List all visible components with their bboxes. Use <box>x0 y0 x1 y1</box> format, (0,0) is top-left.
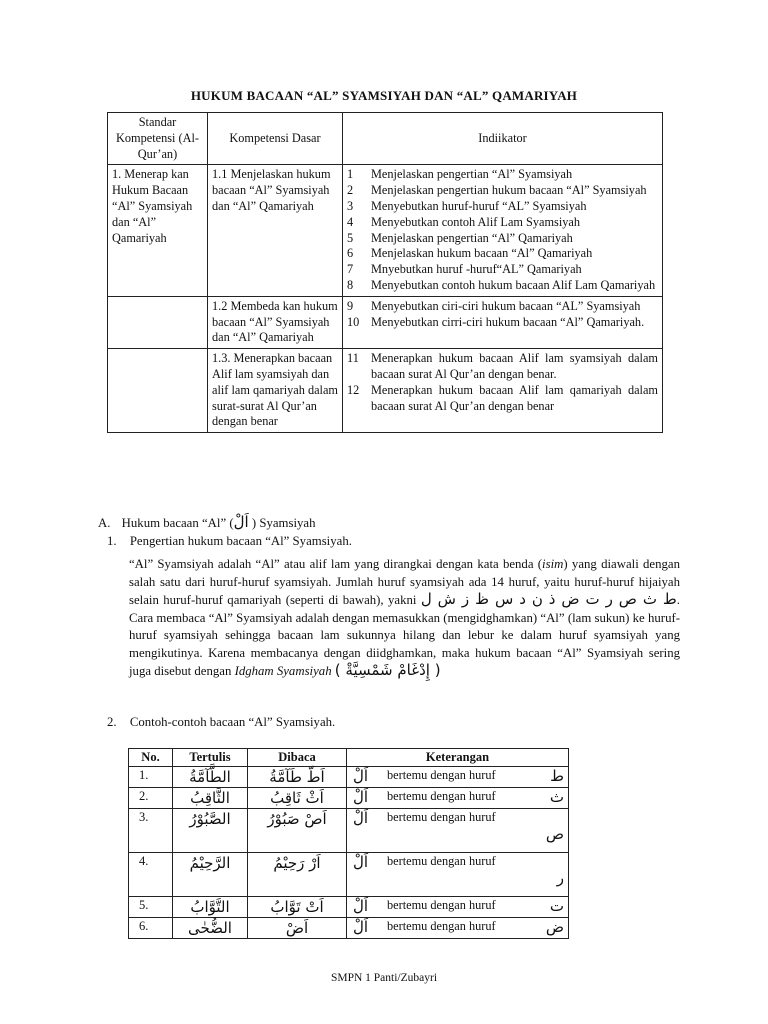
indikator-number: 9 <box>347 298 354 313</box>
kompetensi-dasar-cell: 1.2 Membeda kan hukum bacaan “Al” Syamsiyah dan “Al” Qamariyah <box>208 296 343 348</box>
page-footer: SMPN 1 Panti/Zubayri <box>330 972 438 984</box>
indikator-text: Menyebutkan contoh Alif Lam Syamsiyah <box>371 214 581 229</box>
section-a-post: ) Syamsiyah <box>248 516 316 530</box>
al-glyph: اَلْ <box>353 853 369 871</box>
header-standar-kompetensi: Standar Kompetensi (Al-Qur’an) <box>108 113 208 165</box>
header-keterangan: Keterangan <box>347 749 569 767</box>
item-2-text: Contoh-contoh bacaan “Al” Syamsiyah. <box>129 715 336 729</box>
paragraph-part-1: “Al” Syamsiyah adalah “Al” atau alif lam yang dirangkai dengan kata benda ( <box>129 557 543 571</box>
example-keterangan <box>347 809 569 853</box>
huruf-glyph: ت <box>549 897 564 915</box>
competency-table <box>107 112 663 433</box>
competency-row <box>108 165 663 296</box>
example-no: 2. <box>129 788 173 809</box>
section-a-label: A. <box>98 516 111 530</box>
example-tertulis: الضُّحٰى <box>173 918 248 939</box>
syamsiyah-letters: ط ث ص ر ت ض ذ ن د س ظ ز ش ل <box>420 590 677 608</box>
keterangan-text: bertemu dengan huruf <box>387 898 496 912</box>
isim-term: isim <box>542 557 564 571</box>
competency-row <box>108 296 663 348</box>
al-glyph: اَلْ <box>353 767 369 785</box>
indikator-cell <box>343 165 663 296</box>
huruf-glyph: ص <box>545 825 564 843</box>
indikator-text: Menerapkan hukum bacaan Alif lam qamariyah dalam bacaan surat Al Qur’an dengan benar <box>371 382 658 413</box>
example-no: 4. <box>129 853 173 897</box>
example-tertulis: الرَّحِيْمُ <box>173 853 248 897</box>
example-no: 1. <box>129 767 173 788</box>
indikator-text: Menyebutkan ciri-ciri hukum bacaan “AL” Syamsiyah <box>371 298 641 313</box>
example-dibaca: اَصْ صَبُوْرُ <box>248 809 347 853</box>
example-no: 3. <box>129 809 173 853</box>
example-keterangan <box>347 767 569 788</box>
item-2-number: 2. <box>107 715 117 729</box>
header-dibaca: Dibaca <box>248 749 347 767</box>
example-tertulis: الطَّآمَّةُ <box>173 767 248 788</box>
indikator-number: 1 <box>347 167 354 182</box>
section-a-heading <box>98 514 316 532</box>
example-tertulis: الثَّاقِبُ <box>173 788 248 809</box>
al-glyph: اَلْ <box>353 918 369 936</box>
section-a-pre: Hukum bacaan “Al” ( <box>121 516 234 530</box>
indikator-text: Menyebutkan contoh hukum bacaan Alif Lam Qamariyah <box>371 277 656 292</box>
indikator-item <box>347 199 658 215</box>
indikator-number: 2 <box>347 183 354 198</box>
example-dibaca: اَثْ ثَاقِبُ <box>248 788 347 809</box>
al-glyph: اَلْ <box>353 788 369 806</box>
indikator-text: Menjelaskan pengertian “Al” Qamariyah <box>371 230 573 245</box>
example-row <box>129 788 569 809</box>
huruf-glyph: ث <box>549 788 564 806</box>
indikator-item <box>347 231 658 247</box>
indikator-number: 5 <box>347 230 354 245</box>
indikator-number: 11 <box>347 351 359 366</box>
indikator-cell <box>343 296 663 348</box>
header-indikator: Indiikator <box>343 113 663 165</box>
indikator-item <box>347 278 658 294</box>
header-kompetensi-dasar: Kompetensi Dasar <box>208 113 343 165</box>
header-no: No. <box>129 749 173 767</box>
keterangan-text: bertemu dengan huruf <box>387 919 496 933</box>
example-keterangan <box>347 897 569 918</box>
indikator-item <box>347 351 658 383</box>
example-row <box>129 809 569 853</box>
indikator-text: Mnyebutkan huruf -huruf“AL” Qamariyah <box>371 262 582 277</box>
examples-table <box>128 748 569 939</box>
indikator-item <box>347 183 658 199</box>
empty-cell <box>108 296 208 348</box>
indikator-list <box>347 351 658 414</box>
al-glyph: اَلْ <box>353 809 369 827</box>
indikator-text: Menjelaskan pengertian “Al” Syamsiyah <box>371 167 573 182</box>
example-dibaca: اَتْ تَوَّابُ <box>248 897 347 918</box>
examples-body <box>129 767 569 939</box>
indikator-text: Menyebutkan cirri-ciri hukum bacaan “Al” Qamariyah. <box>371 314 645 329</box>
indikator-number: 10 <box>347 314 360 329</box>
example-row <box>129 918 569 939</box>
example-keterangan <box>347 788 569 809</box>
huruf-glyph: ط <box>550 767 564 785</box>
example-dibaca: اَضْ <box>248 918 347 939</box>
indikator-list <box>347 299 658 331</box>
keterangan-text: bertemu dengan huruf <box>387 810 496 824</box>
example-no: 5. <box>129 897 173 918</box>
example-tertulis: التَّوَّابُ <box>173 897 248 918</box>
indikator-item <box>347 299 658 315</box>
indikator-text: Menerapkan hukum bacaan Alif lam syamsiyah dalam bacaan surat Al Qur’an dengan benar. <box>371 351 658 381</box>
example-dibaca: اَرْ رَحِيْمُ <box>248 853 347 897</box>
item-1-text: Pengertian hukum bacaan “Al” Syamsiyah. <box>129 534 352 548</box>
indikator-number: 3 <box>347 198 354 213</box>
idgham-arabic: ( إِدْغَامْ شَمْسِيَّةْ ) <box>334 661 441 679</box>
example-keterangan <box>347 853 569 897</box>
example-tertulis: الصَّبُوْرُ <box>173 809 248 853</box>
indikator-number: 8 <box>347 277 354 292</box>
definition-paragraph <box>129 556 680 681</box>
competency-row <box>108 349 663 433</box>
indikator-cell <box>343 349 663 433</box>
example-no: 6. <box>129 918 173 939</box>
al-glyph: اَلْ <box>353 897 369 915</box>
page-title: HUKUM BACAAN “AL” SYAMSIYAH DAN “AL” QAMARIYAH <box>190 88 578 103</box>
indikator-text: Menjelaskan hukum bacaan “Al” Qamariyah <box>371 246 593 261</box>
indikator-item <box>347 383 658 415</box>
huruf-glyph: ر <box>556 869 564 887</box>
paragraph-part-2: ) yang diawali dengan salah satu dari huruf-huruf syamsiyah. Jumlah huruf syamsiyah ada 14 huruf, yaitu huruf-huruf hijaiyah selain huruf-huruf qamariyah (seperti di bawah), yakni <box>129 557 680 607</box>
examples-header-row <box>129 749 569 767</box>
section-a-arabic: اَلْ <box>233 513 249 531</box>
indikator-number: 12 <box>347 382 360 397</box>
indikator-text: Menjelaskan pengertian hukum bacaan “Al” Syamsiyah <box>371 183 647 198</box>
keterangan-text: bertemu dengan huruf <box>387 854 496 868</box>
competency-header-row <box>108 113 663 165</box>
example-keterangan <box>347 918 569 939</box>
empty-cell <box>108 349 208 433</box>
indikator-list <box>347 167 658 293</box>
example-row <box>129 767 569 788</box>
indikator-number: 7 <box>347 262 354 277</box>
indikator-item <box>347 315 658 331</box>
header-tertulis: Tertulis <box>173 749 248 767</box>
example-row <box>129 853 569 897</box>
kompetensi-dasar-cell: 1.1 Menjelaskan hukum bacaan “Al” Syamsiyah dan “Al” Qamariyah <box>208 165 343 296</box>
indikator-item <box>347 167 658 183</box>
indikator-number: 6 <box>347 246 354 261</box>
indikator-number: 4 <box>347 214 354 229</box>
indikator-item <box>347 262 658 278</box>
idgham-term: Idgham Syamsiyah <box>234 664 332 678</box>
example-dibaca: اَطّ طَآمَّةُ <box>248 767 347 788</box>
kompetensi-dasar-cell: 1.3. Menerapkan bacaan Alif lam syamsiyah dan alif lam qamariyah dalam surat-surat Al Qur’an dengan benar <box>208 349 343 433</box>
indikator-item <box>347 215 658 231</box>
keterangan-text: bertemu dengan huruf <box>387 789 496 803</box>
huruf-glyph: ض <box>545 918 564 936</box>
item-1-heading <box>107 533 352 550</box>
item-2-heading <box>107 714 335 731</box>
item-1-number: 1. <box>107 534 117 548</box>
indikator-item <box>347 246 658 262</box>
example-row <box>129 897 569 918</box>
indikator-text: Menyebutkan huruf-huruf “AL” Syamsiyah <box>371 198 587 213</box>
paragraph-part-3: . Cara membaca “Al” Syamsiyah adalah dengan memasukkan (mengidghamkan) “Al” (lam sukun) ke huruf-huruf syamsiyah sehingga bacaan lam sukunnya hilang dan lebur ke dalam huruf syamsiyah yang mengikutinya. Karena membacanya dengan diidghamkan, maka hukum bacaan “Al” Syamsiyah sering juga disebut dengan <box>129 593 680 678</box>
keterangan-text: bertemu dengan huruf <box>387 768 496 782</box>
standar-kompetensi-cell: 1. Menerap kan Hukum Bacaan “Al” Syamsiyah dan “Al” Qamariyah <box>108 165 208 296</box>
